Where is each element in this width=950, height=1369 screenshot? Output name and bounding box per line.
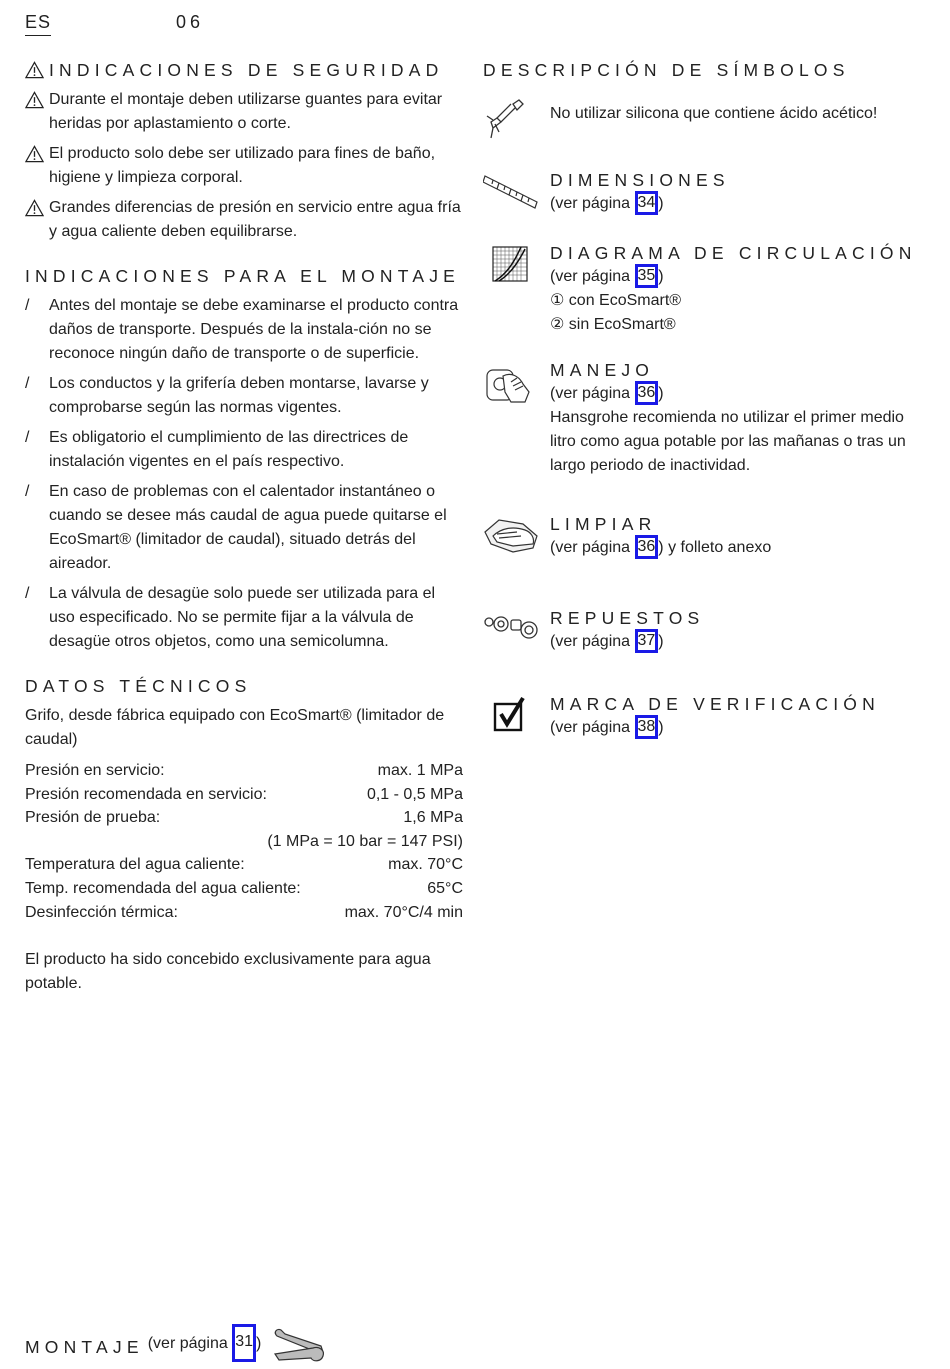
handling-title: MANEJO	[550, 360, 655, 380]
list-item	[25, 142, 465, 190]
spec-label: Presión en servicio:	[25, 762, 165, 779]
spec-label: Temperatura del agua caliente:	[25, 856, 245, 874]
symbol-dimensions	[483, 170, 943, 230]
ref-suffix: )	[658, 268, 664, 285]
ref-suffix: )	[658, 633, 664, 650]
verification-page-ref	[550, 716, 930, 740]
list-item	[25, 426, 465, 474]
note-text: Los conductos y la grifería deben montarse, lavarse y comprobarse según las normas vigentes.	[49, 375, 429, 416]
spares-page-ref	[550, 630, 930, 654]
warning-triangle-icon	[25, 199, 44, 217]
page-link[interactable]: 35	[635, 264, 659, 288]
ref-prefix: (ver página	[550, 268, 631, 285]
ref-prefix: (ver página	[550, 385, 631, 402]
spec-table	[25, 759, 465, 924]
dimensions-title: DIMENSIONES	[550, 170, 730, 190]
spec-value: max. 1 MPa	[377, 762, 463, 779]
safety-heading	[25, 58, 465, 82]
cleaning-title: LIMPIAR	[550, 514, 657, 534]
list-item	[25, 196, 465, 244]
note-text: En caso de problemas con el calentador instantáneo o cuando se desee más caudal de agua puede quitarse el EcoSmart® (limitador de caudal), situado detrás del aireador.	[49, 483, 447, 572]
assembly-title: MONTAJE	[25, 1337, 144, 1357]
ref-suffix: )	[658, 195, 664, 212]
page-link[interactable]: 31	[232, 1324, 256, 1362]
handling-note: Hansgrohe recomienda no utilizar el primer medio litro como agua potable por las mañanas o tras un largo periodo de inactividad.	[550, 409, 906, 474]
flow-page-ref	[550, 265, 930, 289]
note-text: Es obligatorio el cumplimiento de las directrices de instalación vigentes en el país respectivo.	[49, 429, 409, 470]
ref-suffix: ) y folleto anexo	[658, 539, 772, 556]
flow-title: DIAGRAMA DE CIRCULACIÓN	[550, 243, 917, 263]
table-row	[25, 853, 463, 877]
cleaning-page-ref	[550, 536, 930, 560]
flow-line-1: ① con EcoSmart®	[550, 292, 682, 309]
ref-prefix: (ver página	[550, 719, 631, 736]
silicone-gun-icon	[483, 98, 527, 142]
spec-value: max. 70°C	[388, 856, 463, 874]
flow-diagram-icon	[491, 245, 529, 283]
wrench-icon	[271, 1328, 327, 1366]
table-row	[25, 806, 463, 830]
spec-label: Presión recomendada en servicio:	[25, 785, 267, 803]
assembly-notes-list	[25, 294, 465, 654]
safety-list	[25, 88, 465, 244]
potable-water-note: El producto ha sido concebido exclusivamente para agua potable.	[25, 951, 431, 993]
spec-value: 1,6 MPa	[403, 809, 463, 827]
assembly-page-ref	[148, 1332, 262, 1362]
ref-prefix: (ver página	[550, 633, 631, 650]
bullet: /	[25, 585, 30, 602]
table-row	[25, 830, 463, 854]
symbol-spares	[483, 606, 943, 666]
left-column	[25, 58, 465, 996]
symbol-flow-diagram	[483, 241, 943, 341]
page-number: 06	[176, 12, 205, 32]
spec-value: (1 MPa = 10 bar = 147 PSI)	[267, 832, 463, 850]
note-text: La válvula de desagüe solo puede ser utilizada para el uso especificado. No se permite fijar a la válvula de desagüe otros objetos, como una semicolumna.	[49, 585, 436, 650]
spec-value: 0,1 - 0,5 MPa	[366, 785, 463, 803]
symbol-silicone	[483, 98, 943, 148]
right-column	[483, 58, 923, 758]
spares-title: REPUESTOS	[550, 608, 705, 628]
bullet: /	[25, 483, 30, 500]
tech-data-title: DATOS TÉCNICOS	[25, 676, 252, 696]
page-link[interactable]: 36	[635, 535, 659, 559]
hand-lever-icon	[483, 362, 533, 406]
spec-value: max. 70°C/4 min	[344, 903, 463, 921]
list-item	[25, 88, 465, 136]
silicone-text: No utilizar silicona que contiene ácido acético!	[550, 105, 878, 122]
language-code: ES	[25, 12, 51, 36]
symbol-cleaning	[483, 512, 943, 572]
symbol-handling	[483, 358, 943, 478]
ref-prefix: (ver página	[550, 195, 631, 212]
verification-title: MARCA DE VERIFICACIÓN	[550, 694, 880, 714]
assembly-notes-title: INDICACIONES PARA EL MONTAJE	[25, 266, 461, 286]
symbol-verification	[483, 692, 943, 752]
list-item	[25, 582, 465, 654]
spec-label: Temp. recomendada del agua caliente:	[25, 879, 301, 897]
ref-suffix: )	[256, 1335, 262, 1352]
safety-title: INDICACIONES DE SEGURIDAD	[49, 60, 444, 80]
list-item	[25, 372, 465, 420]
warning-triangle-icon	[25, 145, 44, 163]
list-item	[25, 294, 465, 366]
ref-prefix: (ver página	[147, 1335, 228, 1352]
list-item	[25, 480, 465, 576]
spare-parts-icon	[483, 608, 539, 644]
footer-assembly	[25, 1328, 327, 1366]
tech-intro: Grifo, desde fábrica equipado con EcoSmart® (limitador de caudal)	[25, 707, 445, 748]
page-link[interactable]: 34	[635, 191, 659, 215]
ref-prefix: (ver página	[550, 539, 631, 556]
table-row	[25, 783, 463, 807]
flow-line-2: ② sin EcoSmart®	[550, 316, 676, 333]
safety-text: Durante el montaje deben utilizarse guantes para evitar heridas por aplastamiento o corte.	[49, 91, 443, 132]
spec-label: Presión de prueba:	[25, 809, 161, 827]
dimensions-page-ref	[550, 192, 930, 216]
warning-triangle-icon	[25, 91, 44, 109]
safety-text: Grandes diferencias de presión en servicio entre agua fría y agua caliente deben equilibrarse.	[49, 199, 461, 240]
bullet: /	[25, 297, 30, 314]
page-link[interactable]: 36	[635, 381, 659, 405]
safety-text: El producto solo debe ser utilizado para fines de baño, higiene y limpieza corporal.	[49, 145, 436, 186]
handling-page-ref	[550, 382, 930, 406]
bullet: /	[25, 375, 30, 392]
table-row	[25, 759, 463, 783]
spec-value: 65°C	[427, 879, 463, 897]
hand-cloth-icon	[483, 512, 539, 556]
checkbox-check-icon	[493, 696, 529, 732]
spec-label: Desinfección térmica:	[25, 903, 178, 921]
table-row	[25, 901, 463, 925]
note-text: Antes del montaje se debe examinarse el producto contra daños de transporte. Después de la instala-ción no se reconoce ningún daño de transporte o de superficie.	[49, 297, 459, 362]
ruler-icon	[483, 172, 539, 212]
bullet: /	[25, 429, 30, 446]
table-row	[25, 877, 463, 901]
page-link[interactable]: 38	[635, 715, 659, 739]
warning-triangle-icon	[25, 61, 44, 79]
page-link[interactable]: 37	[635, 629, 659, 653]
ref-suffix: )	[658, 385, 664, 402]
symbols-title: DESCRIPCIÓN DE SÍMBOLOS	[483, 60, 850, 80]
ref-suffix: )	[658, 719, 664, 736]
